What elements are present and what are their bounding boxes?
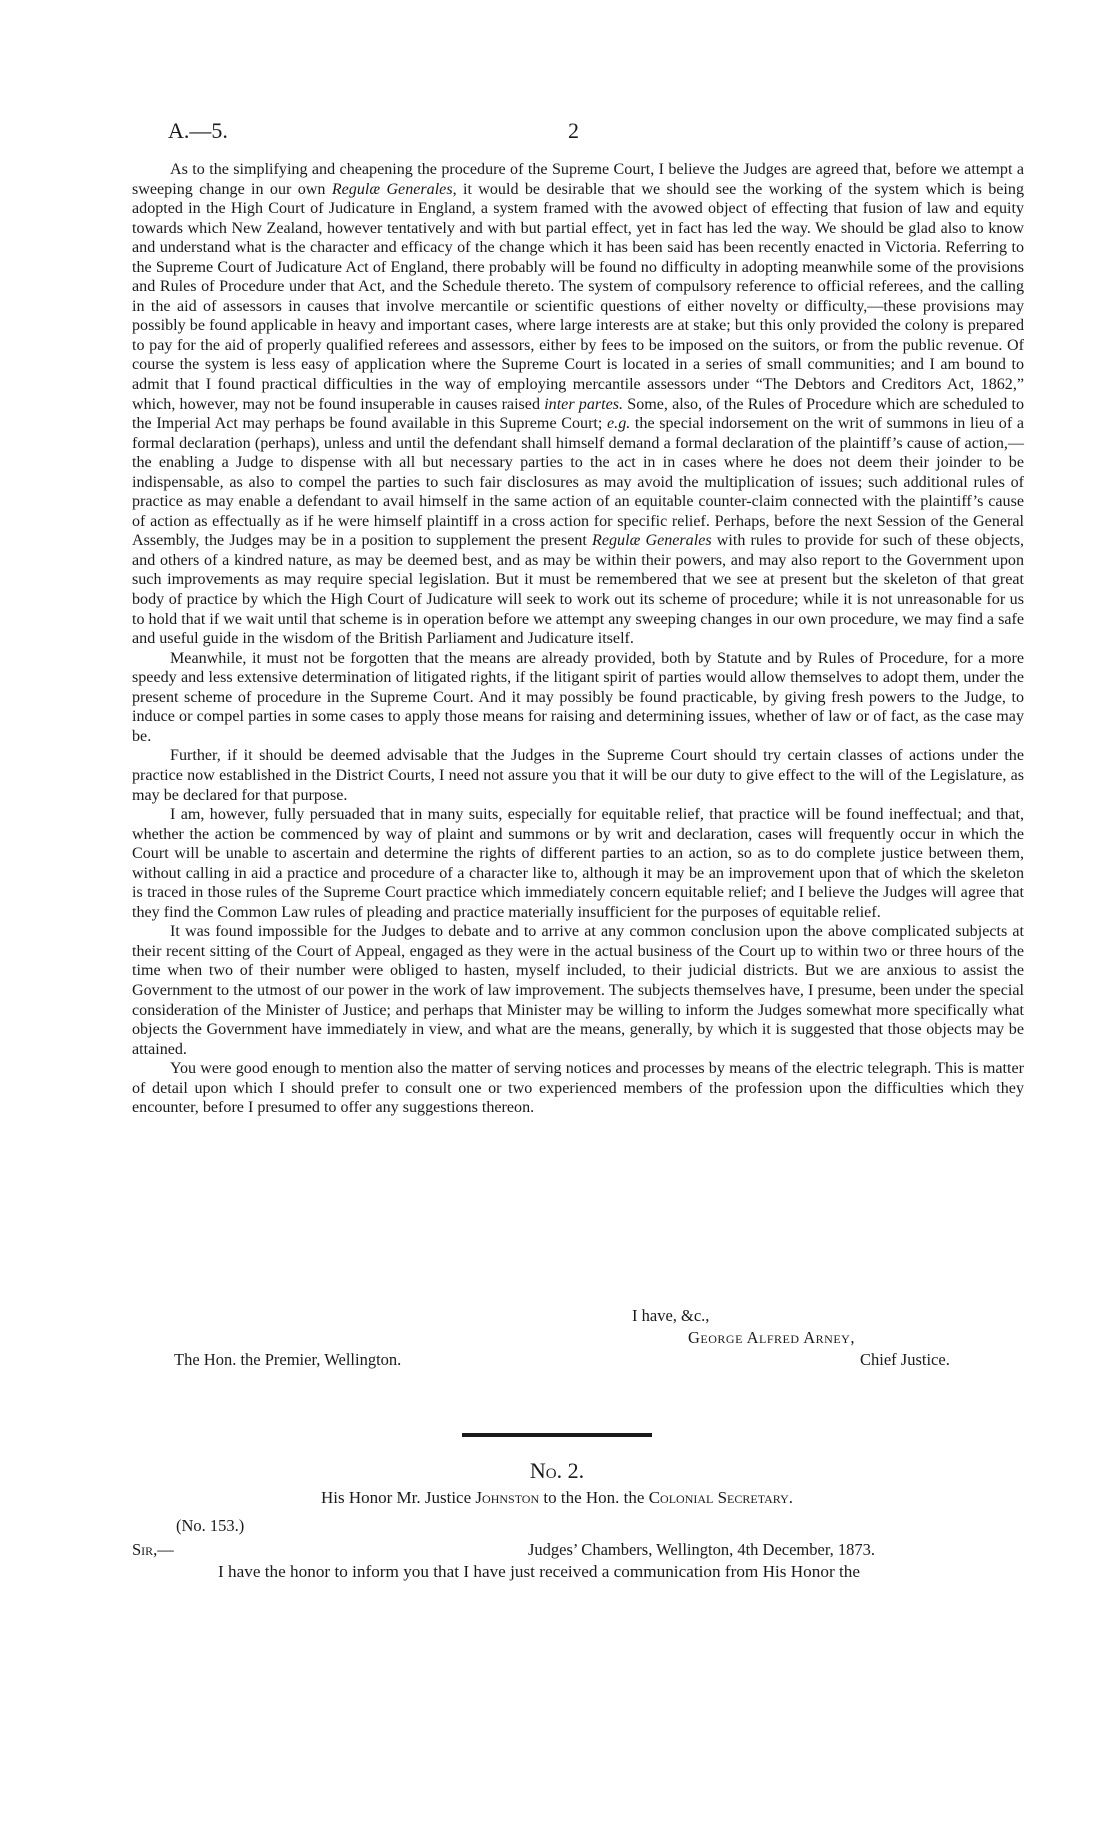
letter-body (132, 160, 1024, 1118)
paragraph-text: Further, if it should be deemed advisable that the Judges in the Supreme Court should try certain classes of actions under the practice now established in the District Courts, I need not assure you that it will be our duty to give effect to the will of the Legislature, as may be declared for that purpose. (132, 747, 1024, 804)
body-paragraph (132, 160, 1024, 649)
paragraph-text: You were good enough to mention also the matter of serving notices and processes by means of the electric telegraph. This is matter of detail upon which I should prefer to consult one or two experienced members of the profession upon the difficulties which they encounter, before I presumed to offer any suggestions thereon. (132, 1060, 1024, 1117)
italic-text: inter partes. (544, 395, 624, 413)
section-title-part: His Honor Mr. Justice (320, 1488, 476, 1507)
letter-first-line: I have the honor to inform you that I have just received a communication from His Honor the (218, 1562, 860, 1581)
paragraph-text: I am, however, fully persuaded that in many suits, especially for equitable relief, that practice will be found ineffectual; and that, whether the action be commenced by way of plaint and summons or by writ and declaration, cases will frequently occur in which the Court will be unable to ascertain and determine the rights of different parties to an action, so as to do complete justice between them, without calling in aid a practice and procedure of a character like to, although it may be an improvement upon that of which the skeleton is traced in those rules of the Supreme Court practice which immediately concern equitable relief; and I believe the Judges will agree that they find the Common Law rules of pleading and practice materially insufficient for the purposes of equitable relief. (132, 806, 1024, 921)
body-paragraph (132, 1059, 1024, 1118)
italic-text: e.g. (607, 415, 631, 433)
letter-place-date: Judges’ Chambers, Wellington, 4th December, 1873. (528, 1540, 876, 1559)
section-title-part: to the Hon. the (539, 1488, 649, 1507)
body-paragraph (132, 922, 1024, 1059)
section-title (0, 1488, 1114, 1508)
letter-reference: (No. 153.) (176, 1516, 245, 1535)
page-header (168, 118, 1008, 148)
section-divider (462, 1433, 652, 1437)
closing-greeting: I have, &c., (632, 1306, 710, 1325)
italic-text: Regulæ Generales (592, 532, 712, 550)
salutation: Sir,— (132, 1540, 174, 1559)
letter-signoff (132, 1306, 1024, 1406)
body-paragraph (132, 746, 1024, 805)
paragraph-text: Meanwhile, it must not be forgotten that the means are already provided, both by Statute and by Rules of Procedure, for a more speedy and less extensive determination of litigated rights, if the litigant spirit of parties would allow themselves to adopt them, under the present scheme of procedure in the Supreme Court. And it may possibly be found practicable, by giving fresh powers to the Judge, to induce or compel parties in some cases to apply those means for raising and determining issues, whether of law or of fact, as the case may be. (132, 649, 1024, 745)
section-title-part: . (788, 1488, 794, 1507)
addressee: The Hon. the Premier, Wellington. (174, 1350, 402, 1369)
section-number: No. 2. (529, 1458, 585, 1483)
paragraph-text: As to the simplifying and cheapening the procedure of the Supreme Court, I believe the Judges are agreed that, before we attempt a sweeping change in our own (132, 161, 1024, 198)
paragraph-text: the special indorsement on the writ of summons in lieu of a formal declaration (perhaps), unless and until the defendant shall himself demand a formal declaration of the plaintiff’s cause of action,—the enabling a Judge to dispense with all but necessary parties to the act in in cases where he does not deem their joinder to be indispensable, as also to compel the parties to such fair disclosures as may avoid the multiplication of issues; such additional rules of practice as may enable a defendant to avail himself in the same action of an equitable counter-claim connected with the plaintiff’s cause of action as effectually as if he were himself plaintiff in a cross action for specific relief. Perhaps, before the next Session of the General Assembly, the Judges may be in a position to supplement the present (132, 415, 1024, 550)
section-title-office: Colonial Secretary (648, 1488, 789, 1507)
italic-text: Regulæ Generales (331, 180, 453, 198)
page-number: 2 (568, 118, 579, 143)
paragraph-text: It was found impossible for the Judges to debate and to arrive at any common conclusion upon the above complicated subjects at their recent sitting of the Court of Appeal, engaged as they were in the actual business of the Court up to within two or three hours of the time when two of their number were obliged to hasten, myself included, to their judicial districts. But we are anxious to assist the Government to the utmost of our power in the work of law improvement. The subjects themselves have, I presume, been under the special consideration of the Minister of Justice; and perhaps that Minister may be willing to inform the Judges somewhat more specifically what objects the Government have immediately in view, and what are the means, generally, by which it is suggested that those objects may be attained. (132, 923, 1024, 1058)
paragraph-text: , it would be desirable that we should see the working of the system which is being adopted in the High Court of Judicature in England, a system framed with the avowed object of effecting that fusion of law and equity towards which New Zealand, however tentatively and with but partial effect, yet in fact has led the way. We should be glad also to know and understand what is the character and efficacy of the change which it has been said has been recently enacted in Victoria. Referring to the Supreme Court of Judicature Act of England, there probably will be found no difficulty in adopting meanwhile some of the provisions and Rules of Procedure under that Act, and the Schedule thereto. The system of compulsory reference to official referees, and the calling in the aid of assessors in causes that involve mercantile or scientific questions of either novelty or difficulty,—these provisions may possibly be found applicable in heavy and important cases, where large interests are at stake; but this only provided the colony is prepared to pay for the aid of properly qualified referees and assessors, either by fees to be imposed on the suitors, or from the public revenue. Of course the system is less easy of application where the Supreme Court is located in a series of small communities; and I am bound to admit that I found practical difficulties in the way of employing mercantile assessors under “The Debtors and Creditors Act, 1862,” which, however, may not be found insuperable in causes raised (132, 180, 1024, 413)
body-paragraph (132, 805, 1024, 922)
document-reference: A.—5. (168, 118, 228, 143)
paragraph-text: Some, also, of the Rules of Procedure which are scheduled to the Imperial Act may perhaps be found available in this Supreme Court; (132, 395, 1024, 433)
signer-title: Chief Justice. (860, 1350, 950, 1369)
section-title-name: Johnston (475, 1488, 540, 1507)
paragraph-text: with rules to provide for such of these objects, and others of a kindred nature, as may be deemed best, and as may be within their powers, and may also report to the Government upon such improvements as may require special legislation. But it must be remembered that we see at present but the skeleton of that great body of practice by which the High Court of Judicature will seek to work out its scheme of procedure; while it is not unreasonable for us to hold that if we wait until that scheme is in operation before we attempt any sweeping changes in our own procedure, we may find a safe and useful guide in the wisdom of the British Parliament and Judicature itself. (132, 532, 1024, 648)
signer-name: George Alfred Arney, (688, 1328, 855, 1347)
body-paragraph (132, 649, 1024, 747)
